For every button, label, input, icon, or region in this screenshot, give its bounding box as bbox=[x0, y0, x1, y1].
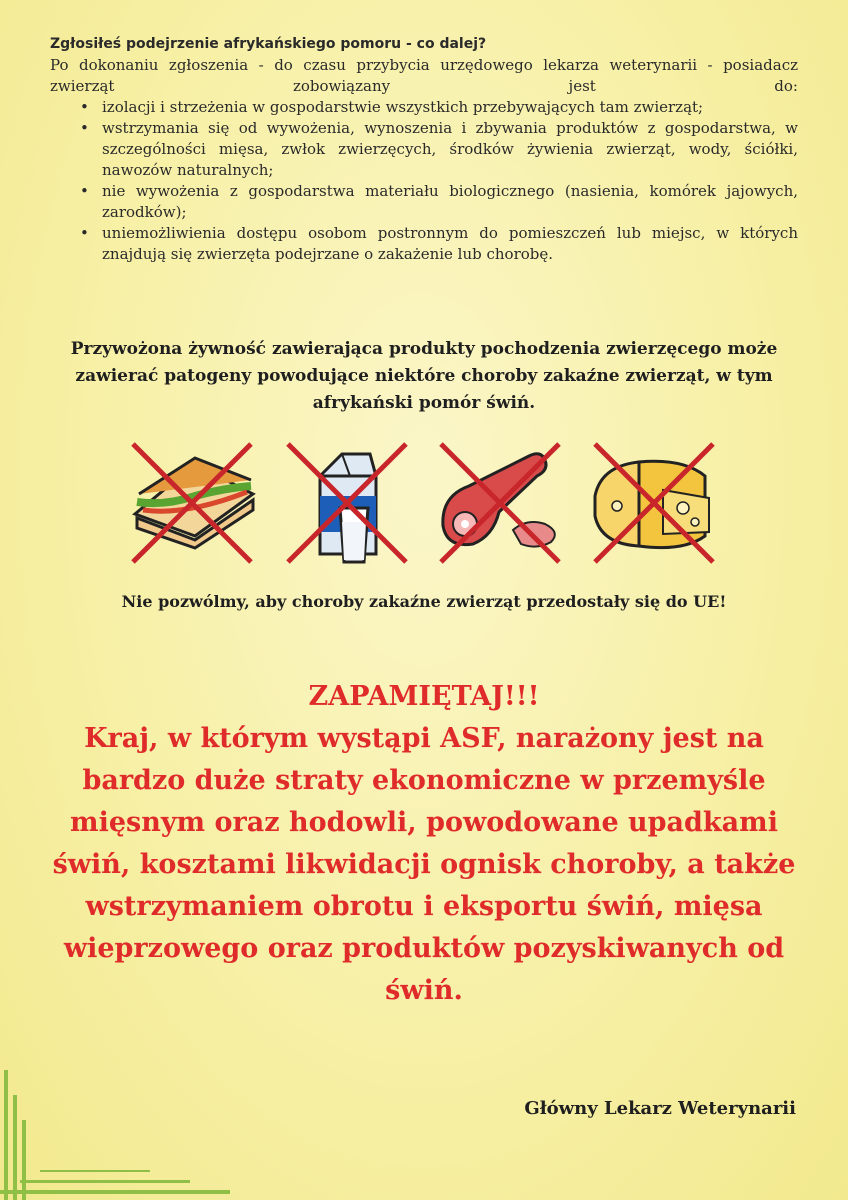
bullet-icon: • bbox=[80, 98, 89, 116]
cheese-icon bbox=[587, 436, 721, 570]
prohibited-food-icons bbox=[125, 436, 725, 570]
intro-section bbox=[50, 34, 798, 265]
remember-text: Kraj, w którym wystąpi ASF, narażony jest na bardzo duże straty ekonomiczne w przemyśle mięsnym oraz hodowli, powodowane upadkami świń, kosztami likwidacji ognisk choroby, a także wstrzymaniem obrotu i eksportu świń, mięsa wieprzowego oraz produktów pozyskiwanych od świń. bbox=[52, 723, 796, 1006]
eu-message: Nie pozwólmy, aby choroby zakaźne zwierząt przedostały się do UE! bbox=[121, 592, 727, 611]
obligations-list bbox=[50, 97, 798, 265]
corner-decoration bbox=[0, 1040, 230, 1200]
milk-icon bbox=[280, 436, 414, 570]
bullet-icon: • bbox=[80, 224, 89, 242]
signature: Główny Lekarz Weterynarii bbox=[524, 1098, 796, 1119]
bullet-icon: • bbox=[80, 119, 89, 137]
remember-section bbox=[40, 676, 808, 1012]
intro-heading: Zgłosiłeś podejrzenie afrykańskiego pomoru - co dalej? bbox=[50, 36, 487, 52]
list-item: • wstrzymania się od wywożenia, wynoszenia i zbywania produktów z gospodarstwa, w szczególności mięsa, zwłok zwierzęcych, środków żywienia zwierząt, wody, ściółki, nawozów naturalnych; bbox=[80, 119, 798, 179]
intro-text: Po dokonaniu zgłoszenia - do czasu przybycia urzędowego lekarza weterynarii - posiadacz zwierząt zobowiązany jest do: bbox=[50, 56, 798, 95]
list-item: • izolacji i strzeżenia w gospodarstwie wszystkich przebywających tam zwierząt; bbox=[80, 98, 704, 116]
remember-title: ZAPAMIĘTAJ!!! bbox=[308, 681, 540, 712]
bullet-icon: • bbox=[80, 182, 89, 200]
ham-icon bbox=[433, 436, 567, 570]
food-warning: Przywożona żywność zawierająca produkty pochodzenia zwierzęcego może zawierać patogeny powodujące niektóre choroby zakaźne zwierząt, w tym afrykański pomór świń. bbox=[70, 339, 778, 413]
sandwich-icon bbox=[125, 436, 259, 570]
list-item: • nie wywożenia z gospodarstwa materiału biologicznego (nasienia, komórek jajowych, zarodków); bbox=[80, 182, 798, 221]
list-item: • uniemożliwienia dostępu osobom postronnym do pomieszczeń lub miejsc, w których znajdują się zwierzęta podejrzane o zakażenie lub chorobę. bbox=[80, 224, 798, 263]
